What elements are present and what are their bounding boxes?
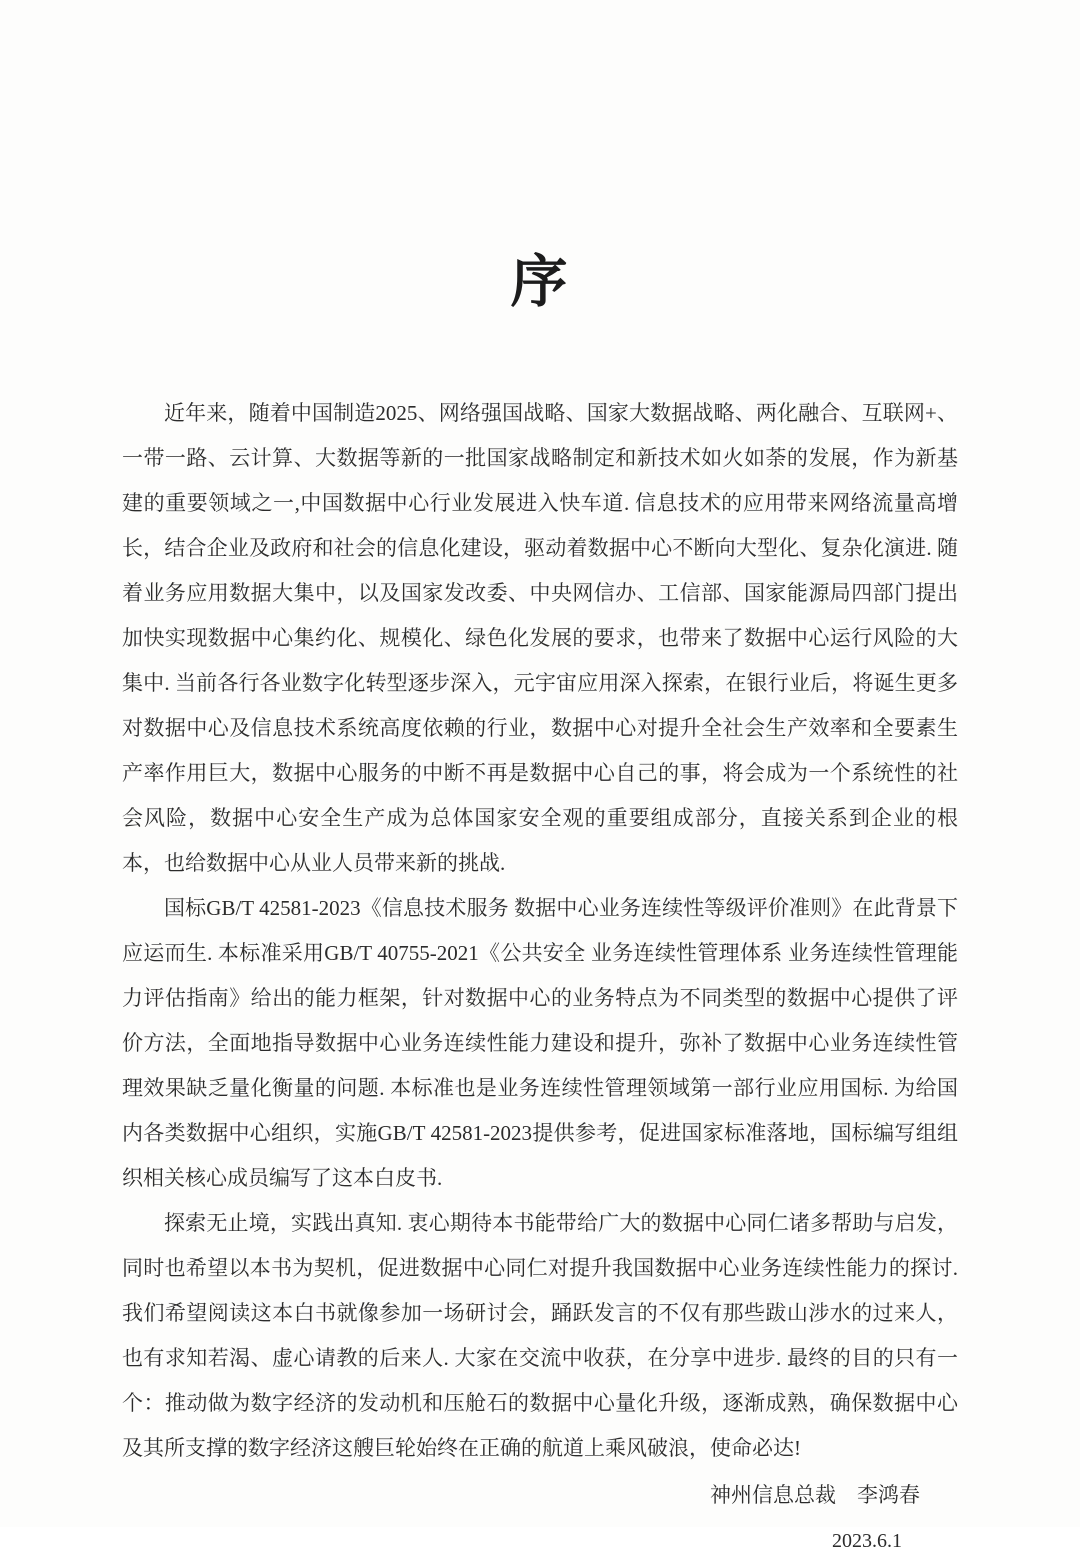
date-line: 2023.6.1 — [832, 1529, 902, 1552]
signature: 神州信息总裁 李鸿春 — [710, 1482, 920, 1507]
page-title: 序 — [510, 251, 570, 314]
signature-block — [0, 1473, 1080, 1564]
paragraph: 探索无止境，实践出真知. 衷心期待本书能带给广大的数据中心同仁诸多帮助与启发，同时也希望以本书为契机，促进数据中心同仁对提升我国数据中心业务连续性能力的探讨. 我们希望阅读这本白书就像参加一场研讨会，踊跃发言的不仅有那些跋山涉水的过来人，也有求知若渴、虚心请教的后来人. 大家在交流中收获，在分享中进步. 最终的目的只有一个：推动做为数字经济的发动机和压舱石的数据中心量化升级，逐渐成熟，确保数据中心及其所支撑的数字经济这艘巨轮始终在正确的航道上乘风破浪，使命必达! — [122, 1210, 958, 1460]
paragraph: 国标GB/T 42581-2023《信息技术服务 数据中心业务连续性等级评价准则》在此背景下应运而生. 本标准采用GB/T 40755-2021《公共安全 业务连续性管理体系 业务连续性管理能力评估指南》给出的能力框架，针对数据中心的业务特点为不同类型的数据中心提供了评价方法，全面地指导数据中心业务连续性能力建设和提升，弥补了数据中心业务连续性管理效果缺乏量化衡量的问题. 本标准也是业务连续性管理领域第一部行业应用国标. 为给国内各类数据中心组织，实施GB/T 42581-2023提供参考，促进国家标准落地，国标编写组组织相关核心成员编写了这本白皮书. — [122, 895, 958, 1190]
paragraph: 近年来，随着中国制造2025、网络强国战略、国家大数据战略、两化融合、互联网+、一带一路、云计算、大数据等新的一批国家战略制定和新技术如火如荼的发展，作为新基建的重要领域之一,中国数据中心行业发展进入快车道. 信息技术的应用带来网络流量高增长，结合企业及政府和社会的信息化建设，驱动着数据中心不断向大型化、复杂化演进. 随着业务应用数据大集中，以及国家发改委、中央网信办、工信部、国家能源局四部门提出加快实现数据中心集约化、规模化、绿色化发展的要求，也带来了数据中心运行风险的大集中. 当前各行各业数字化转型逐步深入，元宇宙应用深入探索，在银行业后，将诞生更多对数据中心及信息技术系统高度依赖的行业，数据中心对提升全社会生产效率和全要素生产率作用巨大，数据中心服务的中断不再是数据中心自己的事，将会成为一个系统性的社会风险，数据中心安全生产成为总体国家安全观的重要组成部分，直接关系到企业的根本，也给数据中心从业人员带来新的挑战. — [122, 400, 958, 875]
document-body — [0, 391, 1080, 1471]
